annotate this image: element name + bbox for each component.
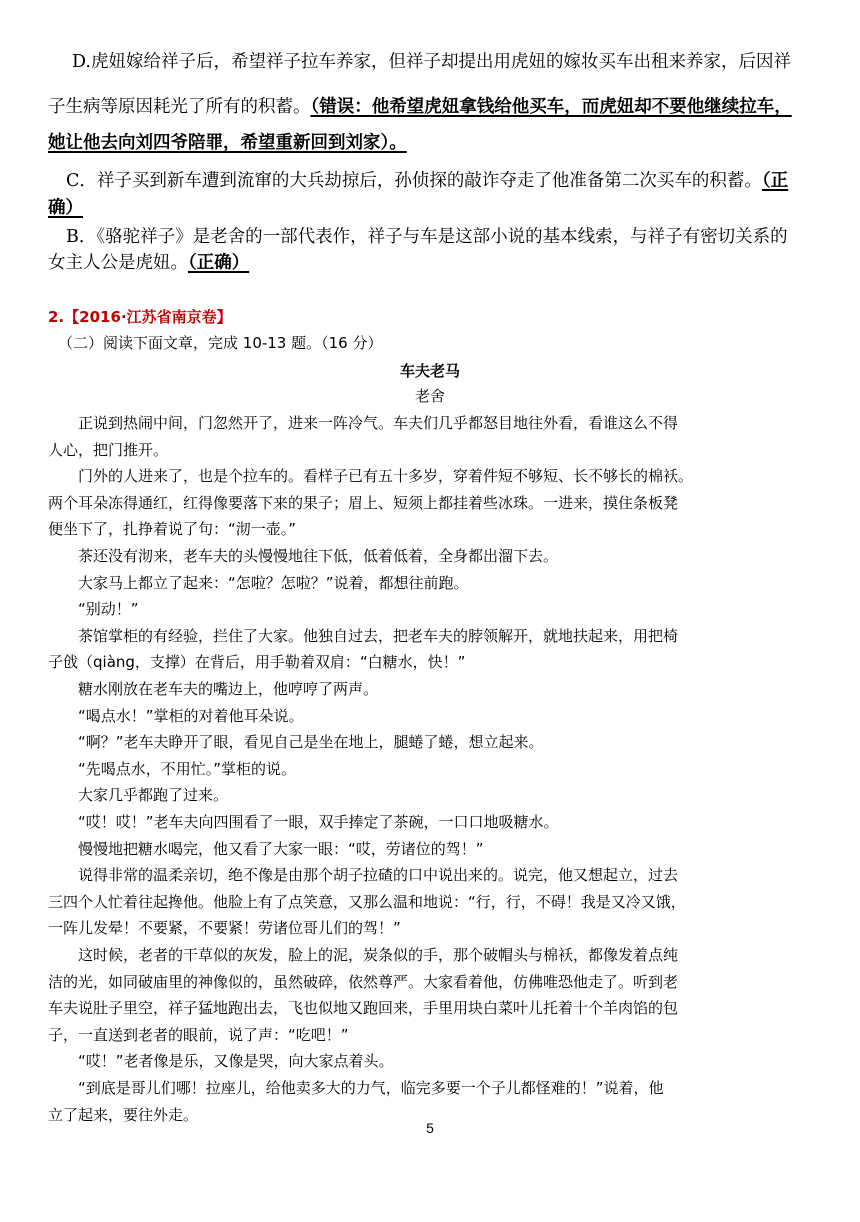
passage-line: 一阵儿发晕！不要紧，不要紧！劳诸位哥儿们的驾！”	[48, 919, 401, 938]
answer-d-line1	[72, 50, 791, 74]
passage-line: 大家马上都立了起来：“怎啦？怎啦？”说着，都想往前跑。	[48, 573, 469, 592]
passage-line: 这时候，老者的干草似的灰发，脸上的泥，炭条似的手，那个破帽头与棉袄，都像发着点纯	[48, 946, 679, 964]
passage-line: “喝点水！”掌柜的对着他耳朵说。	[48, 706, 304, 725]
section-instruction: （二）阅读下面文章，完成 10-13 题。（16 分）	[58, 334, 383, 352]
passage-line: 茶还没有沏来，老车夫的头慢慢地往下低，低着低着，全身都出溜下去。	[48, 547, 559, 565]
passage-author: 老舍	[414, 387, 445, 405]
answer-c-text1: C．祥子买到新车遭到流窜的大兵劫掠后，孙侦探的敲诈夺走了他准备第二次买车的积蓄。	[66, 171, 762, 191]
passage-line: 洁的光，如同破庙里的神像似的，虽然破碎，依然尊严。大家看着他，仿佛唯恐他走了。听到老	[48, 972, 679, 991]
passage-line: “哎！哎！”老车夫向四围看了一眼，双手捧定了茶碗，一口口地吸糖水。	[48, 813, 559, 831]
passage-line: 正说到热闹中间，门忽然开了，进来一阵冷气。车夫们几乎都怒目地往外看，看谁这么不得	[48, 414, 679, 432]
section-heading: 2.【2016·江苏省南京卷】	[48, 308, 232, 326]
passage-line: “到底是哥儿们哪！拉座儿，给他卖多大的力气，临完多要一个子儿都怪难的！”说着，他	[48, 1079, 664, 1097]
passage-line: 慢慢地把糖水喝完，他又看了大家一眼：“哎，劳诸位的驾！”	[48, 839, 484, 858]
passage-line: 便坐下了，扎挣着说了句：“沏一壶。”	[48, 520, 297, 539]
passage-line: 三四个人忙着往起搀他。他脸上有了点笑意，又那么温和地说：“行，行，不碍！我是又冷又饿，	[48, 892, 686, 911]
answer-d-note1: （错误：他希望虎妞拿钱给他买车，而虎妞却不要他继续拉车，	[310, 97, 792, 117]
answer-c-line2	[48, 196, 83, 220]
answer-d-text2: 子生病等原因耗光了所有的积蓄。	[48, 97, 311, 117]
passage-line: 立了起来，要往外走。	[48, 1105, 199, 1124]
passage-line: 两个耳朵冻得通红，红得像要落下来的果子；眉上、短须上都挂着些冰珠。一进来，摸住条板凳	[48, 493, 679, 512]
passage-line: “先喝点水，不用忙。”掌柜的说。	[48, 759, 297, 778]
passage-line: 车夫说肚子里空，祥子猛地跑出去，飞也似地又跑回来，手里用块白菜叶儿托着十个羊肉馅的包	[48, 999, 679, 1018]
passage-line: 子，一直送到老者的眼前，说了声：“吃吧！”	[48, 1025, 349, 1044]
answer-d-line2	[48, 95, 792, 119]
passage-line: “啊？”老车夫睁开了眼，看见自己是坐在地上，腿蜷了蜷，想立起来。	[48, 733, 544, 752]
answer-b-text1: B．《骆驼祥子》是老舍的一部代表作，祥子与车是这部小说的基本线索，与祥子有密切关系的	[66, 227, 788, 247]
answer-d-line3	[48, 131, 407, 155]
answer-b-note: （正确）	[188, 253, 250, 273]
passage-line: 门外的人进来了，也是个拉车的。看样子已有五十多岁，穿着件短不够短、长不够长的棉袄。	[48, 467, 694, 486]
answer-b-text2: 女主人公是虎妞。	[48, 253, 188, 273]
answer-d-text1: D.虎妞嫁给祥子后，希望祥子拉车养家，但祥子却提出用虎妞的嫁妆买车出租来养家，后因祥	[72, 52, 791, 72]
answer-b-line1	[66, 225, 788, 249]
passage-line: “哎！”老者像是乐，又像是哭，向大家点着头。	[48, 1052, 394, 1071]
answer-c-note2: 确）	[48, 198, 83, 218]
passage-line: 糖水刚放在老车夫的嘴边上，他哼哼了两声。	[48, 680, 379, 698]
passage-title: 车夫老马	[399, 362, 460, 380]
passage-line: 子戗（qiàng，支撑）在背后，用手勒着双肩：“白糖水，快！”	[48, 653, 466, 672]
passage-line: 说得非常的温柔亲切，绝不像是由那个胡子拉碴的口中说出来的。说完，他又想起立，过去	[48, 866, 679, 885]
passage-line: “别动！”	[48, 600, 139, 619]
answer-b-line2	[48, 251, 249, 275]
answer-d-note2: 她让他去向刘四爷陪罪，希望重新回到刘家）。	[48, 133, 407, 153]
passage-line: 大家几乎都跑了过来。	[48, 786, 229, 805]
answer-c-note1: （正	[761, 171, 789, 191]
passage-line: 人心，把门推开。	[48, 440, 169, 459]
passage-line: 茶馆掌柜的有经验，拦住了大家。他独自过去，把老车夫的脖领解开，就地扶起来，用把椅	[48, 626, 679, 645]
page-number: 5	[426, 1120, 434, 1136]
answer-c-line1	[66, 169, 788, 193]
